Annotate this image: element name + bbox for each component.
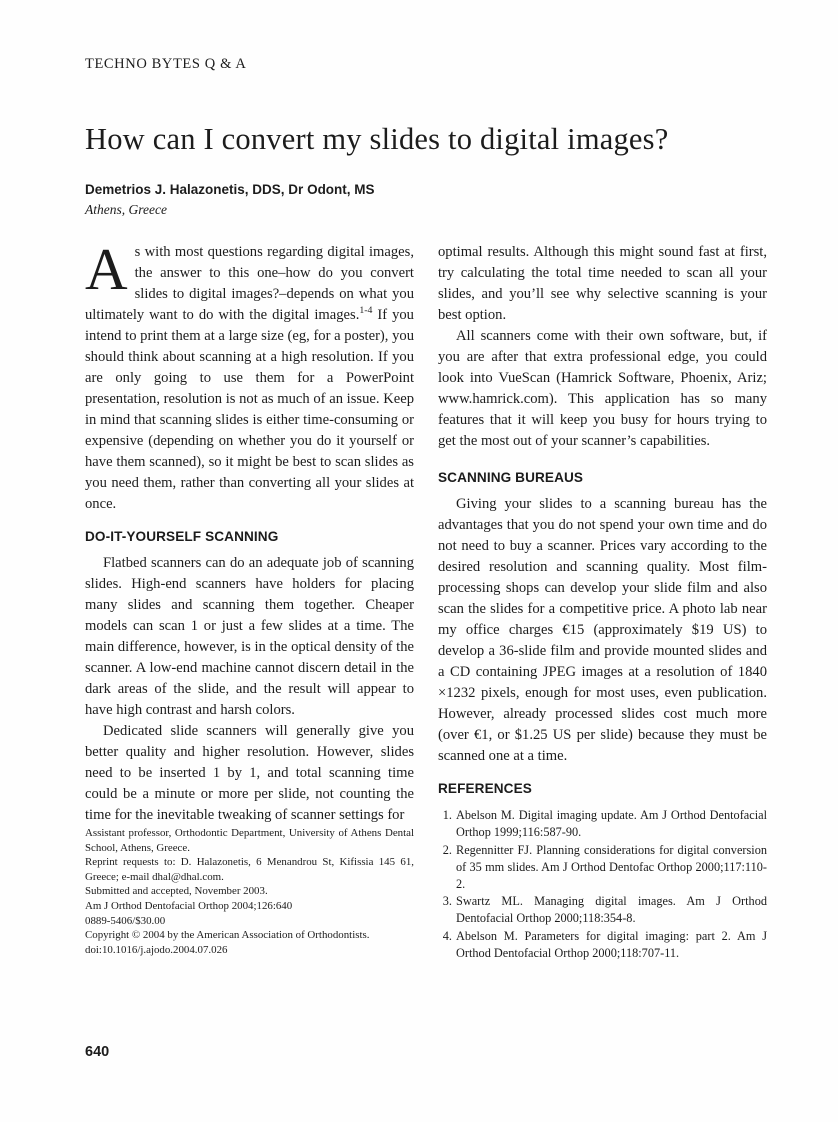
- running-head: TECHNO BYTES Q & A: [85, 56, 247, 72]
- footnote-block: [85, 826, 414, 957]
- footnote-affiliation: Assistant professor, Orthodontic Department, University of Athens Dental School, Athens, Greece.: [85, 827, 414, 854]
- section-heading-diy-scanning: DO-IT-YOURSELF SCANNING: [85, 528, 279, 544]
- reference-item: 4. Abelson M. Parameters for digital imaging: part 2. Am J Orthod Dentofacial Orthop 2000;118:707-11.: [455, 928, 767, 962]
- footnote-journal-citation: Am J Orthod Dentofacial Orthop 2004;126:640: [85, 900, 293, 913]
- diy-paragraph-1: Flatbed scanners can do an adequate job of scanning slides. High-end scanners have holders for placing many slides and scanning them together. Cheaper models can scan 1 or just a few slides at a time. The main difference, however, is in the optical density of the scanner. A low-end machine cannot discern detail in the dark areas of the slide, and the result will appear to have high contrast and harsh colors.: [85, 555, 414, 719]
- column-right: [438, 242, 767, 963]
- column-left: [85, 235, 414, 956]
- dropcap-letter: A: [85, 235, 128, 302]
- footnote-copyright: Copyright © 2004 by the American Association of Orthodontists.: [85, 929, 370, 942]
- footnote-submitted: Submitted and accepted, November 2003.: [85, 885, 268, 898]
- continuation-paragraph-2: All scanners come with their own software, but, if you are after that extra professional edge, you could look into VueScan (Hamrick Software, Phoenix, Ariz; www.hamrick.com). This application has so many features that it will keep you busy for hours trying to get the most out of your scanner’s capabilities.: [438, 327, 767, 449]
- reference-item: 2. Regennitter FJ. Planning considerations for digital conversion of 35 mm slides. Am J Orthod Dentofac Orthop 2000;117:110-2.: [455, 842, 767, 892]
- reference-item: 1. Abelson M. Digital imaging update. Am J Orthod Dentofacial Orthop 1999;116:587-90.: [455, 807, 767, 841]
- two-column-body: [85, 235, 767, 963]
- page-content: [85, 0, 767, 963]
- page-title: How can I convert my slides to digital images?: [85, 121, 669, 156]
- bureaus-paragraph: Giving your slides to a scanning bureau has the advantages that you do not spend your own time and do not need to buy a scanner. Prices vary according to the desired resolution and scanning quality. Most film-processing shops can develop your slide film and also scan the slides for a competitive price. A photo lab near my office charges €15 (approximately $19 US) to develop a 36-slide film and provide mounted slides and a CD containing JPEG images at a resolution of 1840 ×1232 pixels, enough for most uses, even publication. However, already processed slides cost much more (over €1, or $1.25 US per slide) because they must be scanned one at a time.: [438, 496, 767, 765]
- section-heading-scanning-bureaus: SCANNING BUREAUS: [438, 469, 584, 485]
- intro-text-after-ref: If you intend to print them at a large size (eg, for a poster), you should think about scanning at a high resolution. If you are only going to use them for a PowerPoint presentation, resolution is not as much of an issue. Keep in mind that scanning slides is either time-consuming or expensive (depending on whether you do it yourself or have them scanned), so it might be best to scan slides as you need them, rather than converting all your slides at once.: [85, 306, 414, 512]
- footnote-issn-price: 0889-5406/$30.00: [85, 914, 166, 927]
- intro-text-before-ref: s with most questions regarding digital images, the answer to this one–how do you convert slides to digital images?–depends on what you ultimately want to do with the digital images.: [85, 243, 414, 323]
- reference-item: 3. Swartz ML. Managing digital images. Am J Orthod Dentofacial Orthop 2000;118:354-8.: [455, 893, 767, 927]
- continuation-paragraph-1: optimal results. Although this might sound fast at first, try calculating the total time needed to scan all your slides, and you’ll see why selective scanning is your best option.: [438, 243, 767, 323]
- diy-paragraph-2: Dedicated slide scanners will generally give you better quality and higher resolution. However, slides need to be inserted 1 by 1, and total scanning time could be a minute or more per slide, not counting the time for the inevitable tweaking of scanner settings for: [85, 723, 414, 824]
- reference-marker: 1-4: [359, 304, 373, 316]
- page-number: 640: [85, 1044, 110, 1060]
- footnote-reprint-requests: Reprint requests to: D. Halazonetis, 6 Menandrou St, Kifissia 145 61, Greece; e-mail dhal@dhal.com.: [85, 856, 414, 883]
- references-heading: REFERENCES: [438, 781, 532, 797]
- location-line: Athens, Greece: [85, 201, 167, 217]
- footnote-doi: doi:10.1016/j.ajodo.2004.07.026: [85, 943, 228, 956]
- author-line: Demetrios J. Halazonetis, DDS, Dr Odont, MS: [85, 182, 375, 197]
- references-list: [438, 807, 767, 961]
- intro-paragraph: [85, 235, 414, 515]
